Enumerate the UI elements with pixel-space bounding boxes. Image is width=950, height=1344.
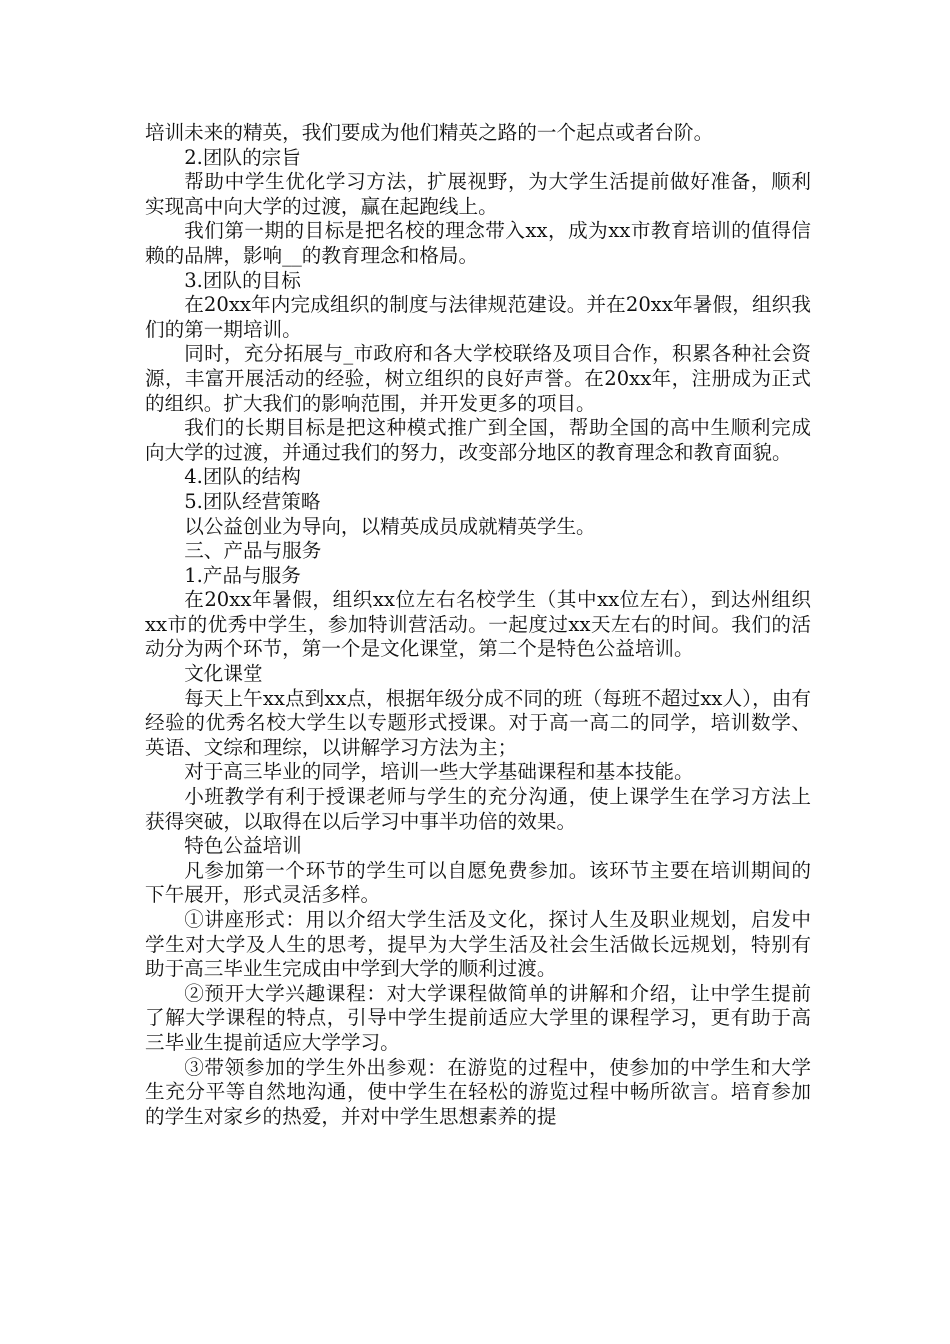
paragraph: 凡参加第一个环节的学生可以自愿免费参加。该环节主要在培训期间的下午展开，形式灵活多样。 bbox=[145, 858, 811, 907]
paragraph: 在20xx年内完成组织的制度与法律规范建设。并在20xx年暑假，组织我们的第一期培训。 bbox=[145, 293, 811, 341]
paragraph: 以公益创业为导向，以精英成员成就精英学生。 bbox=[184, 514, 596, 538]
paragraph: 5.团队经营策略 bbox=[184, 489, 321, 513]
paragraph: 我们的长期目标是把这种模式推广到全国，帮助全国的高中生顺利完成向大学的过渡，并通过我们的努力，改变部分地区的教育理念和教育面貌。 bbox=[145, 416, 811, 464]
paragraph: ③带领参加的学生外出参观：在游览的过程中，使参加的中学生和大学生充分平等自然地沟通，使中学生在轻松的游览过程中畅所欲言。培育参加的学生对家乡的热爱，并对中学生思想素养的提 bbox=[145, 1055, 811, 1128]
paragraph: 文化课堂 bbox=[184, 662, 263, 686]
paragraph: 对于高三毕业的同学，培训一些大学基础课程和基本技能。 bbox=[184, 760, 694, 784]
paragraph: 我们第一期的目标是把名校的理念带入xx，成为xx市教育培训的值得信赖的品牌，影响__的教育理念和格局。 bbox=[145, 219, 811, 267]
paragraph: 特色公益培训 bbox=[184, 834, 302, 858]
paragraph: ②预开大学兴趣课程：对大学课程做简单的讲解和介绍，让中学生提前了解大学课程的特点，引导中学生提前适应大学里的课程学习，更有助于高三毕业生提前适应大学学习。 bbox=[145, 981, 811, 1054]
paragraph: ①讲座形式：用以介绍大学生活及文化，探讨人生及职业规划，启发中学生对大学及人生的思考，提早为大学生活及社会生活做长远规划，特别有助于高三毕业生完成由中学到大学的顺利过渡。 bbox=[145, 908, 811, 981]
paragraph: 1.产品与服务 bbox=[184, 563, 301, 587]
paragraph: 每天上午xx点到xx点，根据年级分成不同的班（每班不超过xx人），由有经验的优秀名校大学生以专题形式授课。对于高一高二的同学，培训数学、英语、文综和理综，以讲解学习方法为主； bbox=[145, 686, 811, 759]
paragraph: 小班教学有利于授课老师与学生的充分沟通，使上课学生在学习方法上获得突破，以取得在以后学习中事半功倍的效果。 bbox=[145, 785, 811, 833]
paragraph: 4.团队的结构 bbox=[184, 465, 301, 489]
paragraph: 同时，充分拓展与_市政府和各大学校联络及项目合作，积累各种社会资源，丰富开展活动的经验，树立组织的良好声誉。在20xx年，注册成为正式的组织。扩大我们的影响范围，并开发更多的项目。 bbox=[145, 342, 811, 415]
paragraph: 三、产品与服务 bbox=[184, 539, 322, 563]
paragraph: 在20xx年暑假，组织xx位左右名校学生（其中xx位左右），到达州组织xx市的优秀中学生，参加特训营活动。一起度过xx天左右的时间。我们的活动分为两个环节，第一个是文化课堂，第二个是特色公益培训。 bbox=[145, 588, 811, 661]
paragraph: 2.团队的宗旨 bbox=[184, 145, 301, 169]
paragraph: 3.团队的目标 bbox=[184, 268, 301, 292]
paragraph: 帮助中学生优化学习方法，扩展视野，为大学生活提前做好准备，顺利实现高中向大学的过渡，赢在起跑线上。 bbox=[145, 170, 811, 218]
document-body bbox=[145, 121, 811, 1129]
paragraph: 培训未来的精英，我们要成为他们精英之路的一个起点或者台阶。 bbox=[145, 121, 714, 144]
